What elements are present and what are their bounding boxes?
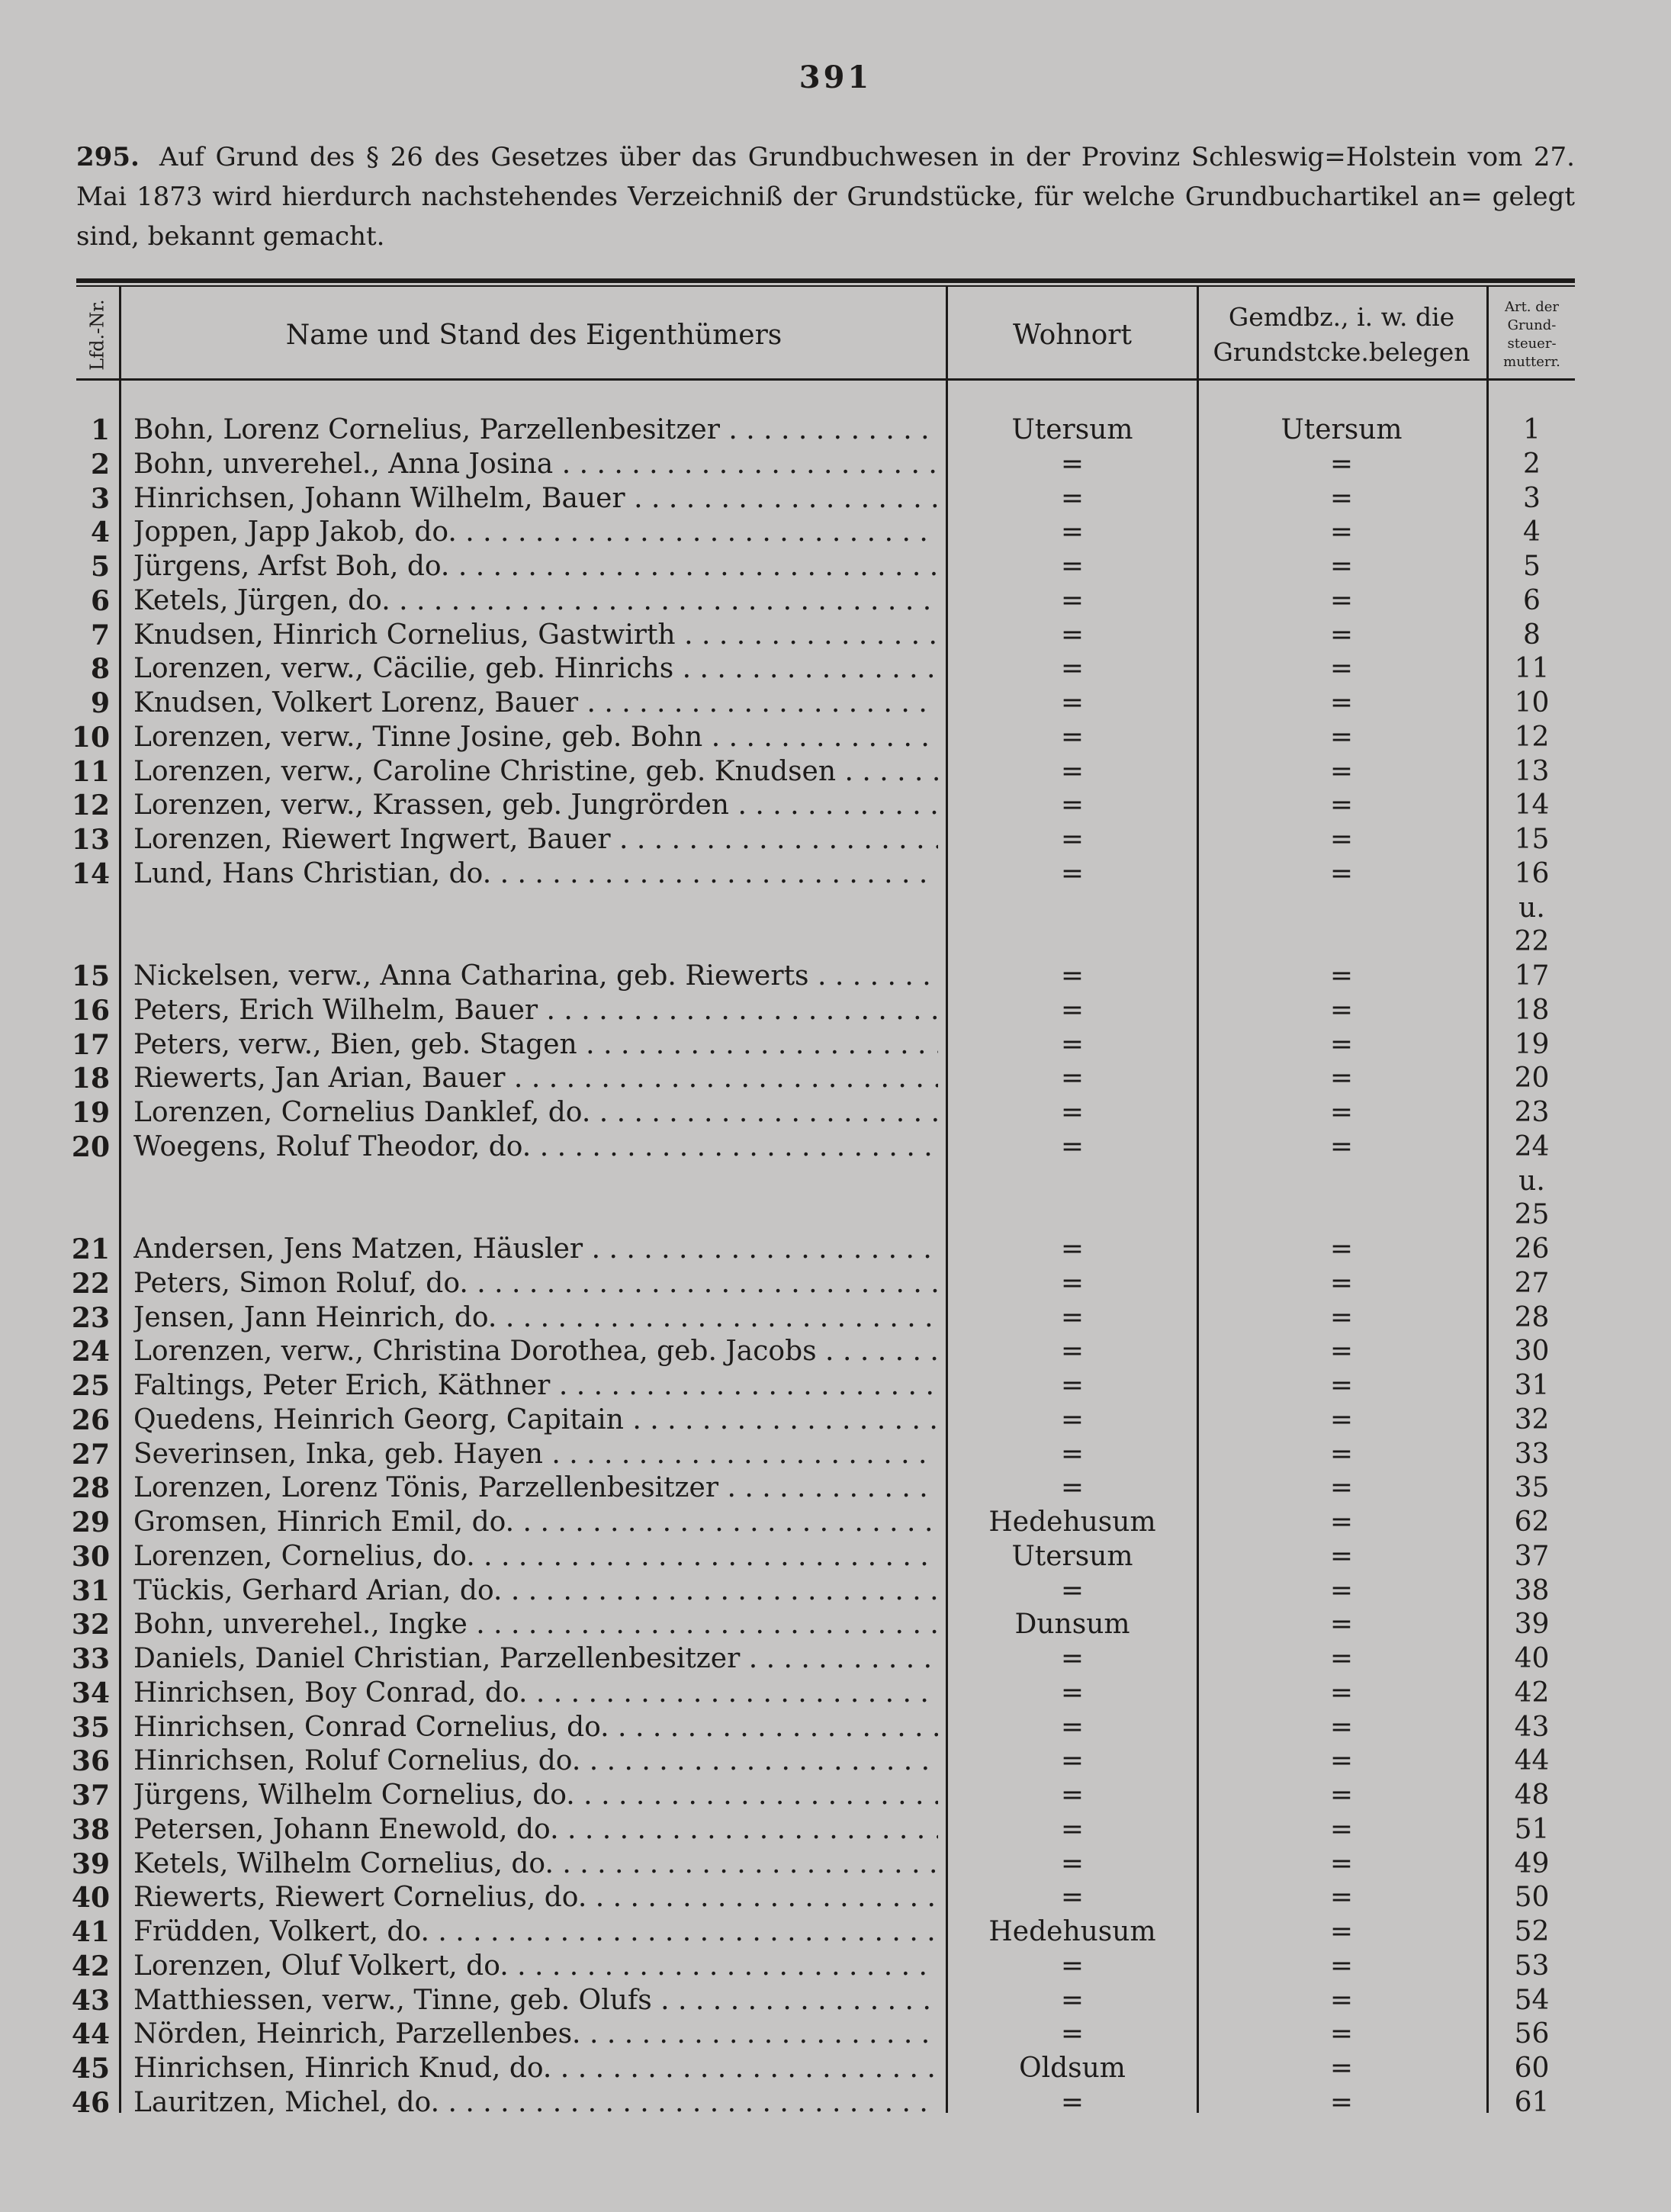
table-row (0, 1574, 1671, 1609)
artikel-cell: 40 (1514, 1643, 1550, 1674)
wohnort-cell: Oldsum (1019, 2053, 1126, 2084)
wohnort-cell: = (1060, 1028, 1085, 1060)
row-number: 36 (71, 1745, 110, 1778)
owner-name: Woegens, Roluf Theodor, do. . . . (133, 1130, 938, 1165)
gemeinde-cell: = (1329, 1336, 1354, 1368)
artikel-cell: 11 (1514, 653, 1550, 685)
header-lfd-nr: Lfd.-Nr. (87, 299, 109, 371)
gemeinde-cell: = (1329, 824, 1354, 855)
row-number: 15 (71, 960, 110, 992)
table-row (0, 1198, 1671, 1233)
header-wohnort: Wohnort (1013, 319, 1132, 351)
gemeinde-cell: = (1329, 721, 1354, 753)
gemeinde-cell: = (1329, 1677, 1354, 1709)
intro-paragraph (76, 137, 1575, 256)
table-row (0, 1506, 1671, 1540)
artikel-cell: 44 (1514, 1745, 1550, 1777)
row-number: 1 (90, 414, 110, 446)
header-artikel: Art. der Grund- steuer- mutterr. (1503, 299, 1560, 370)
artikel-cell: 61 (1514, 2086, 1550, 2118)
owner-name: Daniels, Daniel Christian, Parzellenbesitzer . . . (133, 1642, 938, 1677)
row-number: 22 (71, 1267, 110, 1300)
owner-name: Hinrichsen, Boy Conrad, do. . . . (133, 1677, 938, 1711)
row-number: 23 (71, 1301, 110, 1334)
row-number: 5 (90, 551, 110, 583)
owner-name: Peters, Simon Roluf, do. . . . (133, 1267, 938, 1301)
table-row (0, 584, 1671, 619)
row-number: 10 (71, 721, 110, 754)
row-number: 11 (71, 755, 110, 788)
row-number: 9 (90, 687, 110, 719)
owner-name: Lorenzen, Riewert Ingwert, Bauer . . . (133, 823, 938, 857)
wohnort-cell: = (1060, 1574, 1085, 1606)
gemeinde-cell: = (1329, 1745, 1354, 1777)
table-row (0, 1915, 1671, 1950)
artikel-cell: 8 (1523, 619, 1541, 651)
table-row (0, 448, 1671, 482)
table-row (0, 2017, 1671, 2052)
wohnort-cell: = (1060, 721, 1085, 753)
row-number: 14 (71, 857, 110, 890)
row-number: 40 (71, 1882, 110, 1915)
table-row (0, 823, 1671, 857)
wohnort-cell: = (1060, 2018, 1085, 2050)
owner-name: Jürgens, Wilhelm Cornelius, do. . . . (133, 1779, 938, 1813)
artikel-cell: 6 (1523, 584, 1541, 616)
owner-name: Riewerts, Jan Arian, Bauer . . . (133, 1062, 938, 1096)
row-number: 32 (71, 1609, 110, 1641)
wohnort-cell: = (1060, 448, 1085, 480)
wohnort-cell: = (1060, 551, 1085, 582)
gemeinde-cell: = (1329, 1130, 1354, 1162)
owner-name: Bohn, unverehel., Anna Josina . . . (133, 448, 938, 482)
gemeinde-cell: = (1329, 857, 1354, 889)
owner-name: Quedens, Heinrich Georg, Capitain . . . (133, 1403, 938, 1438)
row-number: 41 (71, 1916, 110, 1948)
gemeinde-cell: = (1329, 448, 1354, 480)
wohnort-cell: = (1060, 994, 1085, 1026)
table-row (0, 1301, 1671, 1336)
wohnort-cell: = (1060, 1677, 1085, 1709)
gemeinde-cell: = (1329, 1063, 1354, 1095)
table-row (0, 721, 1671, 755)
row-number: 17 (71, 1028, 110, 1061)
row-number: 4 (90, 516, 110, 549)
table-row (0, 1369, 1671, 1403)
table-row (0, 892, 1671, 926)
gemeinde-cell: = (1329, 619, 1354, 651)
table-row (0, 2052, 1671, 2086)
gemeinde-cell: = (1329, 482, 1354, 514)
artikel-cell: 37 (1514, 1540, 1550, 1572)
artikel-cell: 28 (1514, 1301, 1550, 1333)
wohnort-cell: = (1060, 2086, 1085, 2118)
owner-name: Ketels, Jürgen, do. . . . (133, 584, 938, 619)
table-row (0, 2086, 1671, 2120)
row-number: 34 (71, 1677, 110, 1709)
row-number: 30 (71, 1540, 110, 1573)
owner-name: Lorenzen, verw., Christina Dorothea, geb. Jacobs . . . (133, 1335, 938, 1369)
gemeinde-cell: = (1329, 1438, 1354, 1470)
wohnort-cell: = (1060, 1882, 1085, 1914)
wohnort-cell: = (1060, 653, 1085, 685)
owner-name: Nickelsen, verw., Anna Catharina, geb. Riewerts . . . (133, 960, 938, 994)
row-number: 13 (71, 824, 110, 856)
row-number: 43 (71, 1984, 110, 2017)
wohnort-cell: = (1060, 1438, 1085, 1470)
row-number: 44 (71, 2018, 110, 2051)
owner-name: Peters, verw., Bien, geb. Stagen . . . (133, 1028, 938, 1063)
owner-name: Riewerts, Riewert Cornelius, do. . . . (133, 1881, 938, 1915)
row-number: 28 (71, 1472, 110, 1505)
row-number: 35 (71, 1711, 110, 1744)
artikel-cell: 43 (1514, 1711, 1550, 1743)
row-number: 45 (71, 2053, 110, 2085)
wohnort-cell: Utersum (1011, 1540, 1133, 1572)
wohnort-cell: = (1060, 1813, 1085, 1845)
row-number: 27 (71, 1438, 110, 1471)
table-row (0, 1335, 1671, 1369)
owner-name: Lorenzen, verw., Cäcilie, geb. Hinrichs . . . (133, 652, 938, 686)
gemeinde-cell: = (1329, 1882, 1354, 1914)
wohnort-cell: = (1060, 824, 1085, 855)
row-number: 33 (71, 1643, 110, 1675)
gemeinde-cell: = (1329, 687, 1354, 719)
table-row (0, 1642, 1671, 1677)
artikel-cell: 13 (1514, 755, 1550, 787)
table-row (0, 925, 1671, 960)
gemeinde-cell: = (1329, 1609, 1354, 1641)
owner-name: Hinrichsen, Johann Wilhelm, Bauer . . . (133, 482, 938, 516)
gemeinde-cell: = (1329, 1643, 1354, 1674)
artikel-cell: 38 (1514, 1574, 1550, 1606)
table-row (0, 1471, 1671, 1506)
wohnort-cell: = (1060, 755, 1085, 787)
wohnort-cell: Hedehusum (988, 1506, 1156, 1538)
wohnort-cell: = (1060, 1267, 1085, 1299)
row-number: 8 (90, 653, 110, 686)
gemeinde-cell: = (1329, 1403, 1354, 1436)
artikel-cell: 1 (1523, 414, 1541, 445)
owner-name: Lorenzen, Cornelius Danklef, do. . . . (133, 1096, 938, 1130)
row-number: 3 (90, 482, 110, 515)
gemeinde-cell: = (1329, 2018, 1354, 2050)
wohnort-cell: Utersum (1011, 414, 1133, 445)
artikel-cell: 4 (1523, 516, 1541, 548)
owner-name: Früdden, Volkert, do. . . . (133, 1915, 938, 1950)
owner-name: Knudsen, Volkert Lorenz, Bauer . . . (133, 686, 938, 721)
owner-name: Faltings, Peter Erich, Käthner . . . (133, 1369, 938, 1403)
row-number: 21 (71, 1233, 110, 1265)
row-number: 38 (71, 1813, 110, 1846)
artikel-cell: 12 (1514, 721, 1550, 753)
gemeinde-cell: = (1329, 1950, 1354, 1982)
artikel-cell: 35 (1514, 1472, 1550, 1504)
wohnort-cell: = (1060, 1472, 1085, 1504)
gemeinde-cell: = (1329, 1028, 1354, 1060)
wohnort-cell: = (1060, 857, 1085, 889)
table-body (0, 413, 1671, 2120)
table-row (0, 1950, 1671, 1984)
artikel-cell: u. (1518, 892, 1545, 924)
gemeinde-cell: = (1329, 1233, 1354, 1265)
table-row (0, 994, 1671, 1028)
wohnort-cell: = (1060, 687, 1085, 719)
table-top-rule-thin (76, 285, 1575, 287)
artikel-cell: 54 (1514, 1984, 1550, 2016)
table-top-rule (76, 278, 1575, 283)
gemeinde-cell: = (1329, 1847, 1354, 1879)
wohnort-cell: Hedehusum (988, 1916, 1156, 1947)
artikel-cell: 49 (1514, 1847, 1550, 1879)
row-number: 12 (71, 789, 110, 822)
table-row (0, 1711, 1671, 1745)
artikel-cell: 25 (1514, 1199, 1550, 1231)
artikel-cell: 3 (1523, 482, 1541, 514)
row-number: 29 (71, 1506, 110, 1538)
artikel-cell: 19 (1514, 1028, 1550, 1060)
artikel-cell: 2 (1523, 448, 1541, 480)
gemeinde-cell: Utersum (1281, 414, 1403, 445)
owner-name: Gromsen, Hinrich Emil, do. . . . (133, 1506, 938, 1540)
gemeinde-cell: = (1329, 1472, 1354, 1504)
row-number: 37 (71, 1780, 110, 1812)
wohnort-cell: = (1060, 1130, 1085, 1162)
artikel-cell: 39 (1514, 1609, 1550, 1641)
wohnort-cell: = (1060, 1847, 1085, 1879)
owner-name: Lorenzen, verw., Krassen, geb. Jungrörden . . . (133, 789, 938, 823)
gemeinde-cell: = (1329, 1574, 1354, 1606)
row-number: 18 (71, 1063, 110, 1095)
artikel-cell: 24 (1514, 1130, 1550, 1162)
owner-name: Bohn, unverehel., Ingke . . . (133, 1608, 938, 1642)
header-gemeinde: Gemdbz., i. w. die Grundstcke.belegen (1213, 302, 1470, 367)
wohnort-cell: = (1060, 1780, 1085, 1811)
artikel-cell: 16 (1514, 857, 1550, 889)
page-number: 391 (799, 59, 872, 95)
row-number: 6 (90, 584, 110, 617)
row-number: 42 (71, 1950, 110, 1982)
owner-name: Lauritzen, Michel, do. . . . (133, 2086, 938, 2120)
table-row (0, 1267, 1671, 1301)
table-row (0, 550, 1671, 584)
owner-name: Nörden, Heinrich, Parzellenbes. . . . (133, 2017, 938, 2052)
table-row (0, 1028, 1671, 1063)
owner-name: Hinrichsen, Roluf Cornelius, do. . . . (133, 1744, 938, 1779)
artikel-cell: 17 (1514, 960, 1550, 992)
table-row (0, 1130, 1671, 1165)
gemeinde-cell: = (1329, 1711, 1354, 1743)
wohnort-cell: = (1060, 1233, 1085, 1265)
owner-name: Hinrichsen, Conrad Cornelius, do. . . . (133, 1711, 938, 1745)
wohnort-cell: = (1060, 960, 1085, 992)
artikel-cell: 15 (1514, 824, 1550, 855)
row-number: 46 (71, 2086, 110, 2119)
table-row (0, 1540, 1671, 1574)
wohnort-cell: = (1060, 1063, 1085, 1095)
wohnort-cell: Dunsum (1014, 1609, 1130, 1641)
gemeinde-cell: = (1329, 1506, 1354, 1538)
artikel-cell: u. (1518, 1165, 1545, 1197)
artikel-cell: 50 (1514, 1882, 1550, 1914)
intro-text: Auf Grund des § 26 des Gesetzes über das Grundbuchwesen in der Provinz Schleswig=Holstein vom 27. Mai 1873 wird hierdurch nachstehendes Verzeichniß der Grundstücke, für welche Grundbuchartikel an= gelegt sind, bekannt gemacht. (76, 142, 1575, 252)
owner-name: Severinsen, Inka, geb. Hayen . . . (133, 1438, 938, 1472)
owner-name: Peters, Erich Wilhelm, Bauer . . . (133, 994, 938, 1028)
owner-name: Lorenzen, Cornelius, do. . . . (133, 1540, 938, 1574)
artikel-cell: 10 (1514, 687, 1550, 719)
gemeinde-cell: = (1329, 1540, 1354, 1572)
owner-name: Ketels, Wilhelm Cornelius, do. . . . (133, 1847, 938, 1882)
wohnort-cell: = (1060, 584, 1085, 616)
gemeinde-cell: = (1329, 1916, 1354, 1947)
gemeinde-cell: = (1329, 755, 1354, 787)
owner-name: Tückis, Gerhard Arian, do. . . . (133, 1574, 938, 1609)
owner-name: Petersen, Johann Enewold, do. . . . (133, 1813, 938, 1847)
wohnort-cell: = (1060, 1745, 1085, 1777)
table-row (0, 1062, 1671, 1096)
table-row (0, 857, 1671, 892)
table-row (0, 1847, 1671, 1882)
table-row (0, 1096, 1671, 1130)
owner-name: Jürgens, Arfst Boh, do. . . . (133, 550, 938, 584)
owner-name: Lorenzen, Oluf Volkert, do. . . . (133, 1950, 938, 1984)
owner-name: Jensen, Jann Heinrich, do. . . . (133, 1301, 938, 1336)
table-row (0, 1744, 1671, 1779)
gemeinde-cell: = (1329, 551, 1354, 582)
table-row (0, 1779, 1671, 1813)
artikel-cell: 31 (1514, 1370, 1550, 1401)
table-row (0, 789, 1671, 823)
gemeinde-cell: = (1329, 2053, 1354, 2084)
wohnort-cell: = (1060, 619, 1085, 651)
gemeinde-cell: = (1329, 653, 1354, 685)
owner-name: Matthiessen, verw., Tinne, geb. Olufs . . . (133, 1984, 938, 2018)
gemeinde-cell: = (1329, 960, 1354, 992)
row-number: 26 (71, 1403, 110, 1436)
row-number: 39 (71, 1847, 110, 1880)
table-row (0, 1438, 1671, 1472)
artikel-cell: 18 (1514, 994, 1550, 1026)
artikel-cell: 5 (1523, 551, 1541, 582)
table-row (0, 619, 1671, 653)
row-number: 7 (90, 619, 110, 651)
artikel-cell: 32 (1514, 1403, 1550, 1436)
row-number: 24 (71, 1336, 110, 1368)
table-row (0, 755, 1671, 789)
row-number: 31 (71, 1574, 110, 1607)
table-row (0, 482, 1671, 516)
owner-name: Bohn, Lorenz Cornelius, Parzellenbesitzer . . . (133, 413, 938, 448)
header-name: Name und Stand des Eigenthümers (285, 319, 782, 351)
row-number: 25 (71, 1370, 110, 1402)
table-row (0, 652, 1671, 686)
owner-name: Andersen, Jens Matzen, Häusler . . . (133, 1233, 938, 1267)
table-row (0, 1813, 1671, 1847)
row-number: 16 (71, 994, 110, 1027)
wohnort-cell: = (1060, 1403, 1085, 1436)
gemeinde-cell: = (1329, 1780, 1354, 1811)
table-row (0, 686, 1671, 721)
gemeinde-cell: = (1329, 1301, 1354, 1333)
wohnort-cell: = (1060, 1643, 1085, 1674)
wohnort-cell: = (1060, 482, 1085, 514)
owner-name: Lorenzen, Lorenz Tönis, Parzellenbesitzer . . . (133, 1471, 938, 1506)
artikel-cell: 23 (1514, 1097, 1550, 1128)
table-row (0, 1233, 1671, 1267)
gemeinde-cell: = (1329, 516, 1354, 548)
owner-name: Hinrichsen, Hinrich Knud, do. . . . (133, 2052, 938, 2086)
gemeinde-cell: = (1329, 1097, 1354, 1128)
announcement-number: 295. (76, 142, 140, 172)
gemeinde-cell: = (1329, 1984, 1354, 2016)
gemeinde-cell: = (1329, 584, 1354, 616)
artikel-cell: 14 (1514, 789, 1550, 821)
artikel-cell: 20 (1514, 1063, 1550, 1095)
artikel-cell: 60 (1514, 2053, 1550, 2084)
artikel-cell: 53 (1514, 1950, 1550, 1982)
owner-name: Lorenzen, verw., Caroline Christine, geb. Knudsen . . . (133, 755, 938, 789)
artikel-cell: 62 (1514, 1506, 1550, 1538)
wohnort-cell: = (1060, 516, 1085, 548)
artikel-cell: 26 (1514, 1233, 1550, 1265)
gemeinde-cell: = (1329, 1813, 1354, 1845)
wohnort-cell: = (1060, 789, 1085, 821)
row-number: 20 (71, 1130, 110, 1163)
row-number: 19 (71, 1097, 110, 1129)
table-row (0, 1608, 1671, 1642)
table-row (0, 1881, 1671, 1915)
artikel-cell: 51 (1514, 1813, 1550, 1845)
table-row (0, 1984, 1671, 2018)
gemeinde-cell: = (1329, 2086, 1354, 2118)
gemeinde-cell: = (1329, 1267, 1354, 1299)
artikel-cell: 48 (1514, 1780, 1550, 1811)
row-number: 2 (90, 448, 110, 481)
artikel-cell: 27 (1514, 1267, 1550, 1299)
wohnort-cell: = (1060, 1370, 1085, 1401)
owner-name: Knudsen, Hinrich Cornelius, Gastwirth . . . (133, 619, 938, 653)
artikel-cell: 52 (1514, 1916, 1550, 1947)
table-row (0, 1403, 1671, 1438)
owner-name: Lund, Hans Christian, do. . . . (133, 857, 938, 892)
table-row (0, 516, 1671, 550)
wohnort-cell: = (1060, 1950, 1085, 1982)
artikel-cell: 33 (1514, 1438, 1550, 1470)
wohnort-cell: = (1060, 1984, 1085, 2016)
wohnort-cell: = (1060, 1301, 1085, 1333)
wohnort-cell: = (1060, 1336, 1085, 1368)
owner-name: Lorenzen, verw., Tinne Josine, geb. Bohn . . . (133, 721, 938, 755)
gemeinde-cell: = (1329, 1370, 1354, 1401)
table-row (0, 1165, 1671, 1199)
wohnort-cell: = (1060, 1711, 1085, 1743)
artikel-cell: 56 (1514, 2018, 1550, 2050)
artikel-cell: 22 (1514, 926, 1550, 958)
gemeinde-cell: = (1329, 789, 1354, 821)
table-row (0, 960, 1671, 994)
artikel-cell: 30 (1514, 1336, 1550, 1368)
wohnort-cell: = (1060, 1097, 1085, 1128)
table-row (0, 413, 1671, 448)
table-row (0, 1677, 1671, 1711)
artikel-cell: 42 (1514, 1677, 1550, 1709)
owner-name: Joppen, Japp Jakob, do. . . . (133, 516, 938, 550)
gemeinde-cell: = (1329, 994, 1354, 1026)
